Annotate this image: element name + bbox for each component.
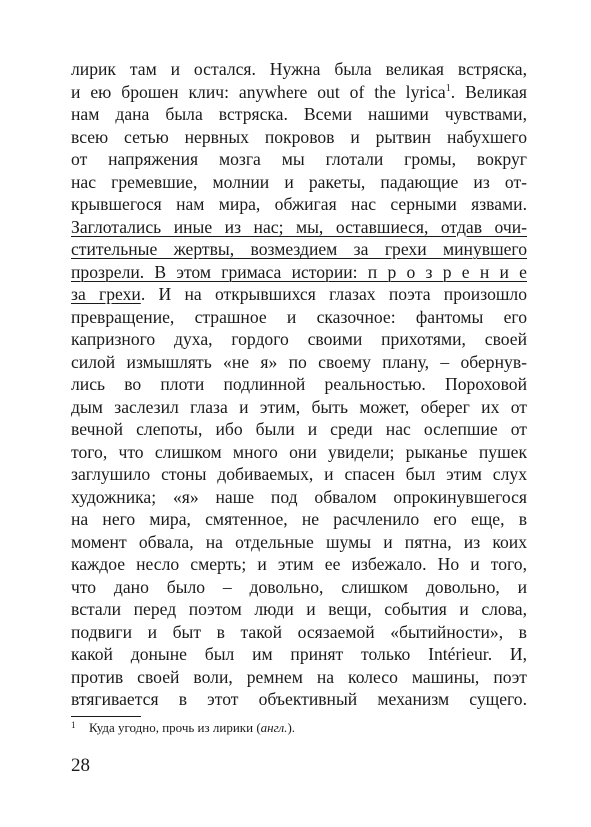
underlined-passage: за грехи bbox=[71, 284, 141, 304]
page-number: 28 bbox=[71, 755, 90, 776]
text-line: лись во плоти подлинной реальностью. Пороховой bbox=[71, 374, 527, 394]
text-line: крывшегося нам мира, обжигая нас серными язвами. bbox=[71, 194, 527, 214]
text-line bbox=[71, 261, 527, 284]
footnote bbox=[71, 719, 527, 737]
text-line bbox=[71, 283, 527, 306]
text-line: встали перед поэтом люди и вещи, события и слова, bbox=[71, 599, 527, 619]
text-line: нам дана была встряска. Всеми нашими чувствами, bbox=[71, 104, 527, 124]
text-line bbox=[71, 238, 527, 261]
text-line: от напряжения мозга мы глотали громы, вокруг bbox=[71, 149, 527, 169]
text-line: превращение, страшное и сказочное: фантомы его bbox=[71, 306, 527, 327]
footnote-text-end: ). bbox=[287, 720, 296, 735]
text-line: заглушило стоны добиваемых, и спасен был этим слух bbox=[71, 464, 527, 484]
text-line bbox=[71, 81, 527, 104]
text-line: каждое несло смерть; и этим ее избежало. Но и того, bbox=[71, 554, 527, 574]
text-line: капризного духа, гордого своими прихотями, своей bbox=[71, 329, 527, 349]
text-segment: . И на открывшихся глазах поэта произошло bbox=[140, 284, 527, 304]
text-line: какой доныне был им принят только Intérieur. И, bbox=[71, 644, 527, 664]
footnote-language-note: англ. bbox=[260, 720, 288, 735]
body-text bbox=[71, 58, 527, 711]
footnote-reference[interactable]: 1 bbox=[445, 82, 451, 94]
text-line: подвиги и быт в такой осязаемой «бытийности», в bbox=[71, 621, 527, 642]
footnote-number: 1 bbox=[71, 720, 76, 730]
text-line: на него мира, смятенное, не расчленило его еще, в bbox=[71, 509, 527, 529]
text-line: нас гремевшие, молнии и ракеты, падающие из от- bbox=[71, 171, 527, 192]
text-line: художника; «я» наше под обвалом опрокинувшегося bbox=[71, 486, 527, 507]
underlined-passage: Заглотались иные из нас; мы, оставшиеся, отдав очи- bbox=[71, 216, 527, 237]
text-line: что дано было – довольно, слишком довольно, и bbox=[71, 576, 527, 597]
text-line: лирик там и остался. Нужна была великая встряска, bbox=[71, 59, 527, 79]
text-line: дым заслезил глаза и этим, быть может, оберег их от bbox=[71, 396, 527, 417]
text-line: вечной слепоты, ибо были и среди нас ослепшие от bbox=[71, 419, 527, 439]
text-line: момент обвала, на отдельные шумы и пятна, из коих bbox=[71, 531, 527, 552]
underlined-passage: стительные жертвы, возмездием за грехи минувшего bbox=[71, 239, 527, 259]
underlined-passage: прозрели. В этом гримаса истории: п р о з р е н и е bbox=[71, 261, 527, 282]
text-segment: . Великая bbox=[450, 81, 527, 102]
text-line bbox=[71, 216, 527, 239]
text-line: втягивается в этот объективный механизм сущего. bbox=[71, 689, 527, 709]
text-line: силой измышлять «не я» по своему плану, – обернув- bbox=[71, 351, 527, 372]
text-line: того, что слишком много они увидели; рыканье пушек bbox=[71, 441, 527, 462]
text-line: против своей воли, ремнем на колесо машины, поэт bbox=[71, 666, 527, 687]
text-segment: и ею брошен клич: anywhere out of the lyrica bbox=[71, 81, 446, 102]
footnote-text: Куда угодно, прочь из лирики ( bbox=[89, 720, 261, 735]
text-line: всею сетью нервных покровов и рытвин набухшего bbox=[71, 126, 527, 147]
footnote-divider bbox=[71, 716, 141, 717]
